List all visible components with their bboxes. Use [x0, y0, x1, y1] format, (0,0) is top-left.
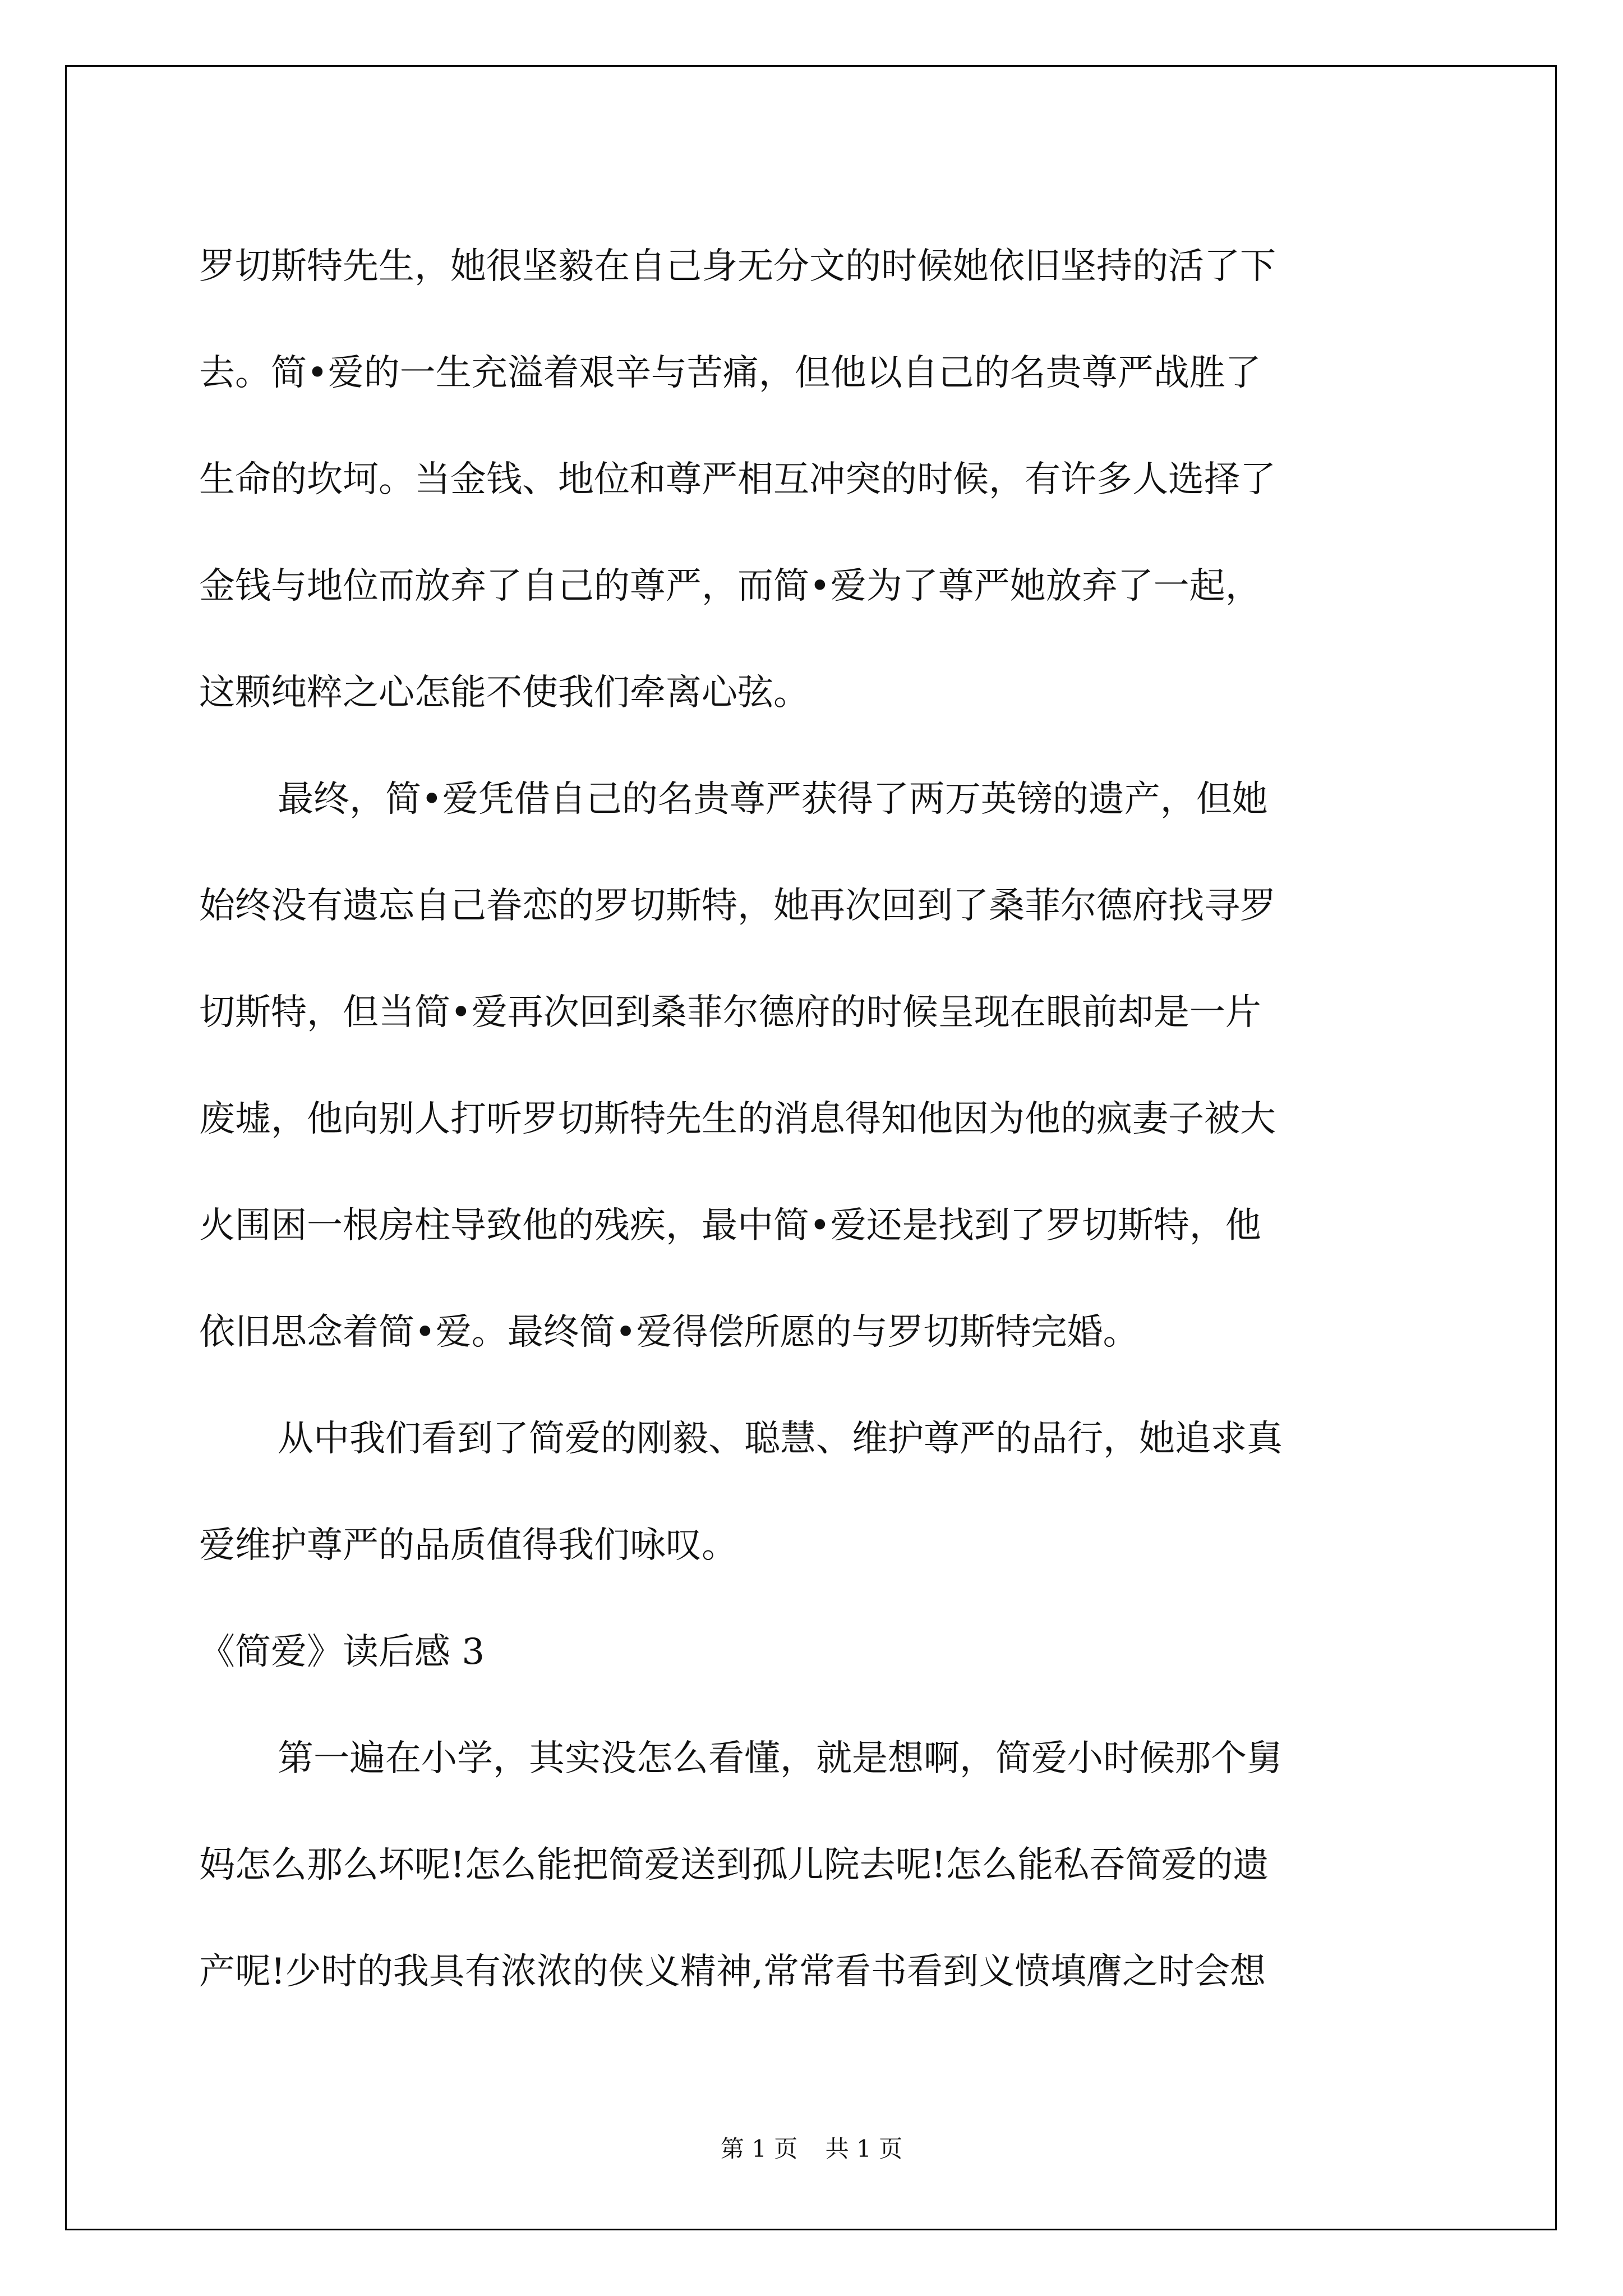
page-footer	[0, 2131, 1623, 2164]
text-line: 罗切斯特先生，她很坚毅在自己身无分文的时候她依旧坚持的活了下	[199, 246, 1276, 287]
text-line: 这颗纯粹之心怎能不使我们牵离心弦。	[199, 672, 809, 714]
paragraph-start-line: 从中我们看到了简爱的刚毅、聪慧、维护尊严的品行，她追求真	[278, 1418, 1283, 1460]
text-line: 去。简•爱的一生充溢着艰辛与苦痛，但他以自己的名贵尊严战胜了	[199, 352, 1261, 394]
text-line: 爱维护尊严的品质值得我们咏叹。	[199, 1525, 737, 1566]
text-line: 切斯特，但当简•爱再次回到桑菲尔德府的时候呈现在眼前却是一片	[199, 992, 1261, 1033]
text-line: 废墟，他向别人打听罗切斯特先生的消息得知他因为他的疯妻子被大	[199, 1098, 1276, 1140]
text-line: 火围困一根房柱导致他的残疾，最中简•爱还是找到了罗切斯特，他	[199, 1205, 1261, 1246]
page-number: 第 1 页	[720, 2135, 798, 2162]
text-line: 妈怎么那么坏呢!怎么能把简爱送到孤儿院去呢!怎么能私吞简爱的遗	[199, 1844, 1269, 1886]
text-line: 始终没有遗忘自己眷恋的罗切斯特，她再次回到了桑菲尔德府找寻罗	[199, 885, 1276, 927]
document-body	[199, 213, 1433, 2025]
paragraph-start-line: 第一遍在小学，其实没怎么看懂，就是想啊，简爱小时候那个舅	[278, 1738, 1283, 1779]
text-line: 金钱与地位而放弃了自己的尊严，而简•爱为了尊严她放弃了一起，	[199, 565, 1261, 607]
section-heading: 《简爱》读后感 3	[199, 1631, 485, 1673]
text-line: 依旧思念着简•爱。最终简•爱得偿所愿的与罗切斯特完婚。	[199, 1312, 1139, 1353]
text-line: 产呢!少时的我具有浓浓的侠义精神,常常看书看到义愤填膺之时会想	[199, 1951, 1266, 1993]
paragraph-start-line: 最终，简•爱凭借自己的名贵尊严获得了两万英镑的遗产，但她	[278, 779, 1268, 820]
page-total: 共 1 页	[825, 2135, 903, 2162]
text-line: 生命的坎坷。当金钱、地位和尊严相互冲突的时候，有许多人选择了	[199, 459, 1276, 500]
